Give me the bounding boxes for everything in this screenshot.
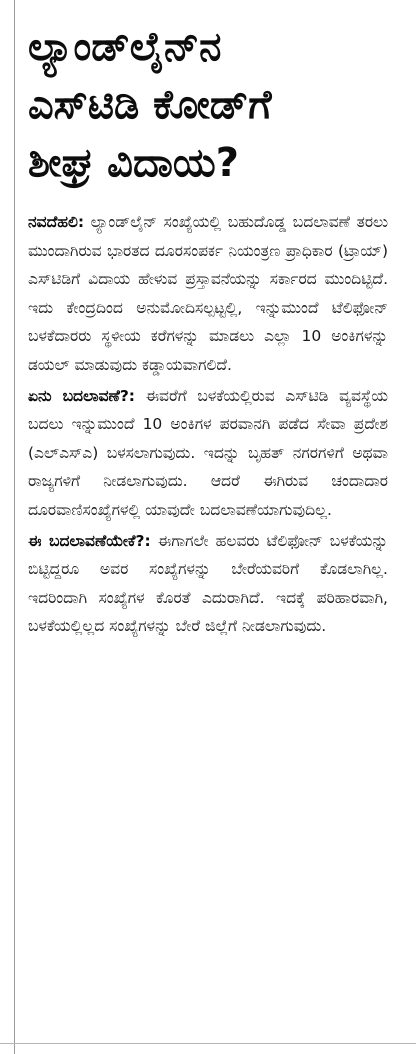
paragraph-3-text: ಈಗಾಗಲೇ ಹಲವರು ಟೆಲಿಫೋನ್ ಬಳಕೆಯನ್ನು ಬಿಟ್ಟಿದ್ದರೂ ಅವರ ಸಂಖ್ಯೆಗಳನ್ನು ಬೇರೆಯವರಿಗೆ ಕೊಡಲಾಗಿಲ್ಲ. ಇದರಿಂದಾಗಿ ಸಂಖ್ಯೆಗಳ ಕೊರತೆ ಎದುರಾಗಿದೆ. ಇದಕ್ಕೆ ಪರಿಹಾರವಾಗಿ, ಬಳಕೆಯಲ್ಲಿಲ್ಲದ ಸಂಖ್ಯೆಗಳನ್ನು ಬೇರೆ ಜಿಲ್ಲೆಗೆ ನೀಡಲಾಗುವುದು. <box>28 531 388 636</box>
bottom-rule <box>0 1043 416 1044</box>
article-body <box>28 208 388 643</box>
dateline-lead: ನವದೆಹಲಿ: <box>28 213 85 231</box>
paragraph-1-text: ಲ್ಯಾಂಡ್‌ಲೈನ್ ಸಂಖ್ಯೆಯಲ್ಲಿ ಬಹುದೊಡ್ಡ ಬದಲಾವಣೆ ತರಲು ಮುಂದಾಗಿರುವ ಭಾರತದ ದೂರಸಂಪರ್ಕ ನಿಯಂತ್ರಣ ಪ್ರಾಧಿಕಾರ (ಟ್ರಾಯ್) ಎಸ್‌ಟಿಡಿಗೆ ವಿದಾಯ ಹೇಳುವ ಪ್ರಸ್ತಾವನೆಯನ್ನು ಸರ್ಕಾರದ ಮುಂದಿಟ್ಟಿದೆ. ಇದು ಕೇಂದ್ರದಿಂದ ಅನುಮೋದಿಸಲ್ಪಟ್ಟಲ್ಲಿ, ಇನ್ನುಮುಂದೆ ಟೆಲಿಫೋನ್ ಬಳಕೆದಾರರು ಸ್ಥಳೀಯ ಕರೆಗಳನ್ನು ಮಾಡಲು ಎಲ್ಲಾ 10 ಅಂಕಿಗಳನ್ನು ಡಯಲ್ ಮಾಡುವುದು ಕಡ್ಡಾಯವಾಗಲಿದೆ. <box>28 213 388 374</box>
subhead-why-change: ಈ ಬದಲಾವಣೆಯೇಕೆ?: <box>28 531 151 550</box>
headline-line-2: ಎಸ್‌ಟಿಡಿ ಕೋಡ್‌ಗೆ <box>28 82 272 128</box>
column-rule-left <box>14 0 15 1054</box>
headline <box>28 18 398 192</box>
headline-line-3: ಶೀಘ್ರ ವಿದಾಯ? <box>28 140 239 186</box>
subhead-what-changes: ಏನು ಬದಲಾವಣೆ?: <box>28 386 136 405</box>
paragraph-2-text: ಈವರೆಗೆ ಬಳಕೆಯಲ್ಲಿರುವ ಎಸ್‌ಟಿಡಿ ವ್ಯವಸ್ಥೆಯ ಬದಲು ಇನ್ನುಮುಂದೆ 10 ಅಂಕಿಗಳ ಪರವಾನಗಿ ಪಡೆದ ಸೇವಾ ಪ್ರದೇಶ (ಎಲ್‌ಎಸ್‌ಎ) ಬಳಸಲಾಗುವುದು. ಇದನ್ನು ಬೃಹತ್ ನಗರಗಳಿಗೆ ಅಥವಾ ರಾಜ್ಯಗಳಿಗೆ ನೀಡಲಾಗುವುದು. ಆದರೆ ಈಗಿರುವ ಚಂದಾದಾರ ದೂರವಾಣಿಸಂಖ್ಯೆಗಳಲ್ಲಿ ಯಾವುದೇ ಬದಲಾವಣೆಯಾಗುವುದಿಲ್ಲ. <box>28 386 388 519</box>
paragraph-why-change <box>28 527 388 641</box>
headline-line-1: ಲ್ಯಾಂಡ್‌ಲೈನ್‌ನ <box>28 24 222 70</box>
paragraph-dateline <box>28 208 388 380</box>
paragraph-what-changes <box>28 382 388 525</box>
